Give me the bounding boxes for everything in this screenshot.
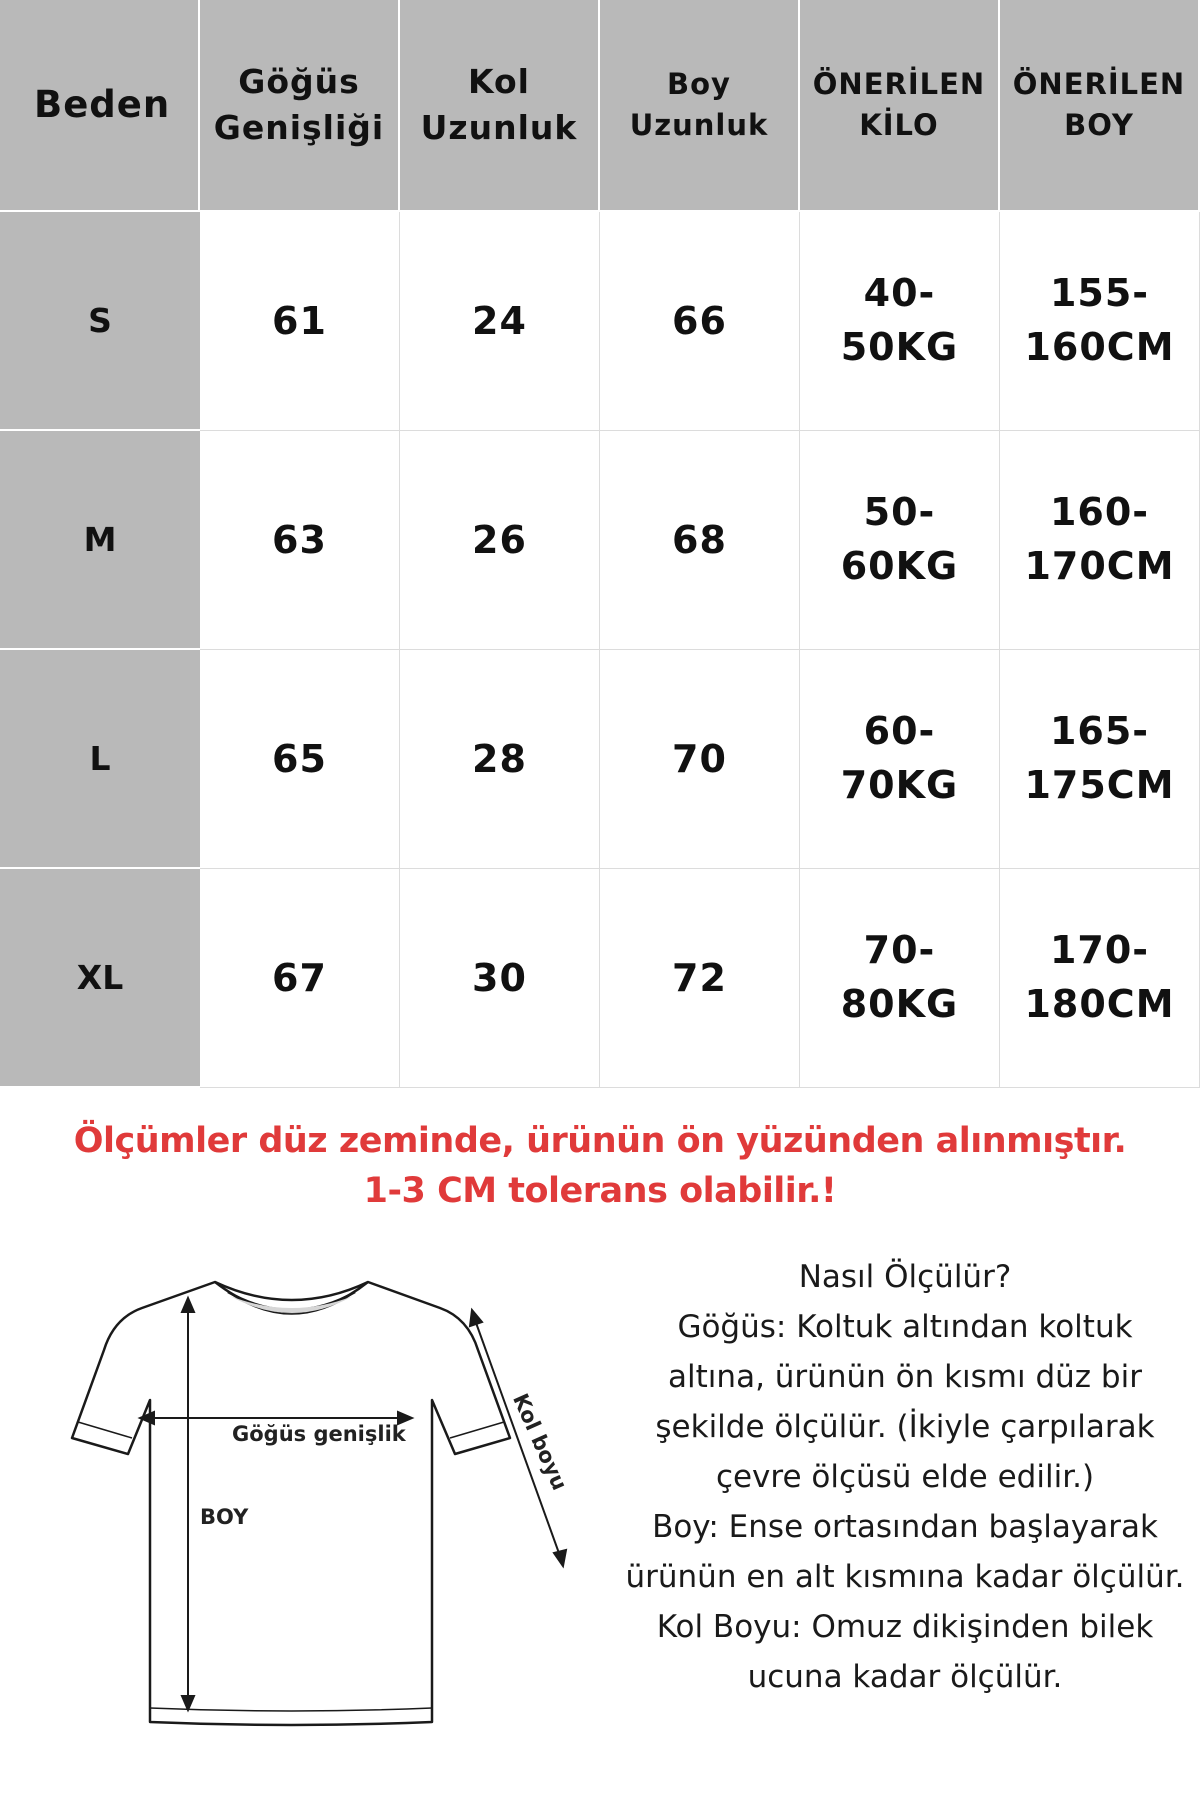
cell-length: 66	[600, 212, 800, 431]
cell-chest: 67	[200, 869, 400, 1088]
howto-length: Boy: Ense ortasından başlayarak ürünün en alt kısmına kadar ölçülür.	[625, 1509, 1185, 1595]
row-size-label: XL	[0, 869, 200, 1088]
cell-height: 160- 170CM	[1000, 431, 1200, 650]
measurement-note	[0, 1116, 1200, 1216]
row-size-label: L	[0, 650, 200, 869]
cell-length: 70	[600, 650, 800, 869]
cell-height: 170- 180CM	[1000, 869, 1200, 1088]
note-line-2: 1-3 CM tolerans olabilir.!	[363, 1171, 837, 1211]
cell-length: 72	[600, 869, 800, 1088]
header-boy-uzunluk: Boy Uzunluk	[600, 0, 800, 212]
cell-sleeve: 28	[400, 650, 600, 869]
cell-length: 68	[600, 431, 800, 650]
header-gogus-genisligi: Göğüs Genişliği	[200, 0, 400, 212]
cell-height: 165- 175CM	[1000, 650, 1200, 869]
arrow-icon	[140, 1298, 566, 1710]
tshirt-outline-icon	[30, 1270, 610, 1750]
cell-chest: 61	[200, 212, 400, 431]
cell-sleeve: 26	[400, 431, 600, 650]
cell-sleeve: 24	[400, 212, 600, 431]
row-size-label: M	[0, 431, 200, 650]
cell-weight: 70- 80KG	[800, 869, 1000, 1088]
cell-weight: 60- 70KG	[800, 650, 1000, 869]
header-kol-uzunluk: Kol Uzunluk	[400, 0, 600, 212]
cell-chest: 65	[200, 650, 400, 869]
howto-sleeve: Kol Boyu: Omuz dikişinden bilek ucuna kadar ölçülür.	[656, 1609, 1154, 1695]
howto-chest: Göğüs: Koltuk altından koltuk altına, ürünün ön kısmı düz bir şekilde ölçülür. (İkiyle çarpılarak çevre ölçüsü elde edilir.)	[655, 1309, 1155, 1495]
note-line-1: Ölçümler düz zeminde, ürünün ön yüzünden alınmıştır.	[73, 1121, 1127, 1161]
cell-sleeve: 30	[400, 869, 600, 1088]
header-beden: Beden	[0, 0, 200, 212]
cell-chest: 63	[200, 431, 400, 650]
sleeve-length-label: Kol boyu	[508, 1390, 572, 1494]
how-to-measure	[625, 1252, 1185, 1702]
howto-title: Nasıl Ölçülür?	[798, 1259, 1012, 1295]
row-size-label: S	[0, 212, 200, 431]
cell-weight: 40- 50KG	[800, 212, 1000, 431]
tshirt-diagram	[30, 1270, 610, 1750]
header-onerilen-kilo: ÖNERİLEN KİLO	[800, 0, 1000, 212]
length-label: BOY	[200, 1505, 249, 1529]
chest-width-label: Göğüs genişlik	[232, 1422, 406, 1446]
cell-height: 155- 160CM	[1000, 212, 1200, 431]
header-onerilen-boy: ÖNERİLEN BOY	[1000, 0, 1200, 212]
cell-weight: 50- 60KG	[800, 431, 1000, 650]
